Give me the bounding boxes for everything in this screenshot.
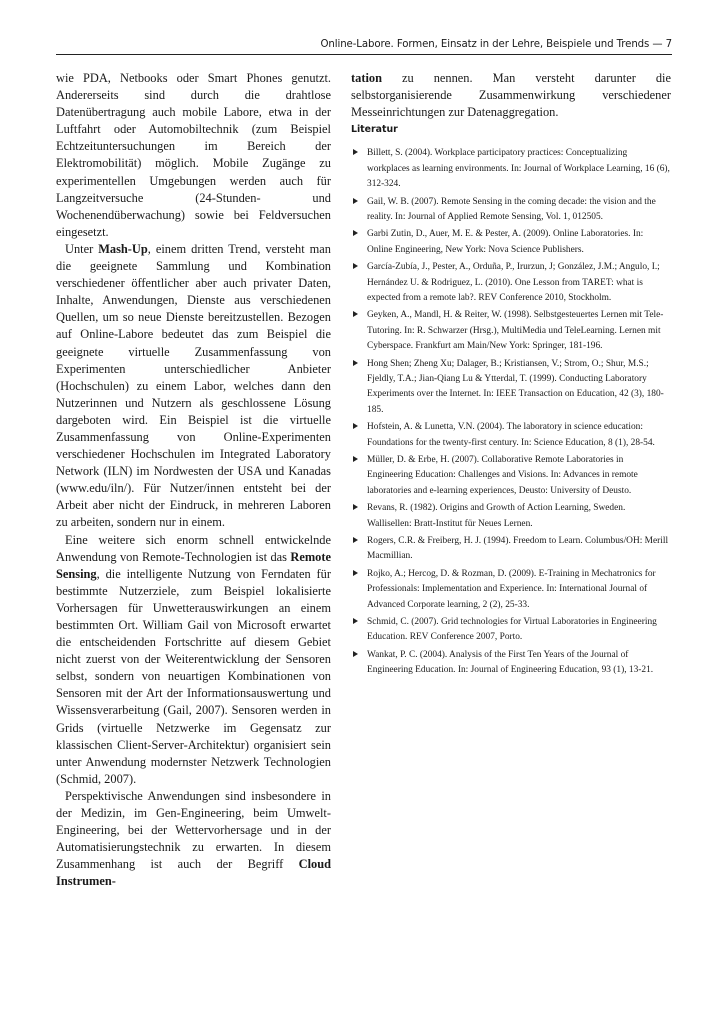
- paragraph-mash-up-lead: Unter: [65, 241, 99, 256]
- reference-item: [351, 501, 671, 532]
- reference-item: [351, 260, 671, 306]
- reference-text: Müller, D. & Erbe, H. (2007). Collaborative Remote Laboratories in Engineering Education: Challenges and Visions. In: Advances in remote laboratories and e-learning experiences, Deusto: University of Deusto.: [367, 455, 638, 496]
- reference-item: [351, 146, 671, 192]
- reference-item: [351, 308, 671, 354]
- reference-item: [351, 420, 671, 451]
- paragraph-remote-sensing-text: , die intelligente Nutzung von Ferndaten für bestimmte Nutzerziele, zum Beispiel lokalisierte Vorhersagen für Unwetterauswirkungen an einem bestimmten Ort. William Gail von Microsoft erwartet die entscheidenden Fortschritte auf diesem Gebiet nicht zuerst von der Weiterentwicklung der Sensoren selbst, sondern von neuartigen Kombinationen von Sensoren mit der Art der Informationsauswertung und Wissensverarbeitung (Gail, 2007). Sensoren werden in Grids (virtuelle Netzwerke im Gegensatz zur klassischen Client-Server-Architektur) organisiert sein unter Anwendung modernster Netzwerk Technologien (Schmid, 2007).: [56, 566, 331, 786]
- bullet-arrow-icon: [353, 423, 358, 429]
- term-tation: tation: [351, 71, 382, 85]
- reference-text: Revans, R. (1982). Origins and Growth of Action Learning, Sweden. Wallisellen: Bratt-Institut für Neues Lernen.: [367, 503, 626, 529]
- paragraph-mash-up: [56, 241, 331, 532]
- bullet-arrow-icon: [353, 651, 358, 657]
- reference-text: Wankat, P. C. (2004). Analysis of the First Ten Years of the Journal of Engineering Education. In: Journal of Engineering Education, 93 (1), 13-21.: [367, 649, 654, 676]
- paragraph-applications: [56, 788, 331, 891]
- reference-text: Hofstein, A. & Lunetta, V.N. (2004). The laboratory in science education: Foundations for the twenty-first century. In: Science Education, 8 (1), 28-54.: [367, 422, 655, 448]
- bullet-arrow-icon: [353, 311, 358, 317]
- reference-text: Garbi Zutin, D., Auer, M. E. & Pester, A. (2009). Online Laboratories. In: Online Engineering, New York: Nova Science Publishers.: [367, 229, 644, 255]
- reference-text: Rojko, A.; Hercog, D. & Rozman, D. (2009). E-Training in Mechatronics for Professionals: Implementation and Experience. In: International Journal of Advanced Corporate learning, 2 (2), 25-33.: [367, 568, 656, 610]
- running-header: [56, 38, 672, 55]
- reference-list: [351, 146, 671, 678]
- term-cloud-instrumentation: Cloud Instrumen-: [56, 857, 331, 889]
- bullet-arrow-icon: [353, 263, 358, 269]
- reference-item: [351, 534, 671, 565]
- bullet-arrow-icon: [353, 149, 358, 155]
- bullet-arrow-icon: [353, 456, 358, 462]
- reference-item: [351, 195, 671, 226]
- literature-heading: Literatur: [351, 124, 398, 136]
- left-column: [56, 70, 331, 891]
- paragraph-1: wie PDA, Netbooks oder Smart Phones genutzt. Andererseits sind durch die drahtlose Datenübertragung auch mobile Labore, etwa in der Luftfahrt oder Automobiltechnik (zum Beispiel Echtzeituntersuchungen im Bereich der Elektromobilität) möglich. Mobile Zugänge zu experimentellen Umgebungen werden auch für Langzeitversuche (24-Stunden- und Wochenendüberwachung) sowie bei Feldversuchen eingesetzt.: [56, 71, 331, 239]
- reference-item: [351, 453, 671, 499]
- term-remote-sensing: Remote Sensing: [56, 549, 331, 581]
- paragraph-mash-up-text: , einem dritten Trend, versteht man die geeignete Sammlung und Kombination verschiedener öffentlicher aber auch privater Daten, Inhalte, Anwendungen, Dienste aus verschiedenen Quellen, um so neue Dienste bereitzustellen. Bezogen auf Online-Labore bedeutet das zum Beispiel die geeignete virtuelle Zusammenfassung von Experimenten unterschiedlicher Anbieter (Hochschulen) zu einem Labor, welches dann den Nutzerinnen und Nutzern als geschlossene Lösung dargeboten wird. Ein Beispiel ist die virtuelle Zusammenfassung von Online-Experimenten verschiedener Hochschulen im Integrated Laboratory Network (ILN) im Nordwesten der USA und Kanadas (www.edu/iln/). Für Nutzer/innen entsteht bei der Arbeit aber nicht der Eindruck, in mehreren Laboren zu arbeiten, sondern nur in einem.: [56, 241, 331, 530]
- reference-item: [351, 648, 671, 679]
- reference-text: Rogers, C.R. & Freiberg, H. J. (1994). Freedom to Learn. Columbus/OH: Merill Macmillian.: [367, 536, 669, 562]
- paragraph-remote-sensing-lead: Eine weitere sich enorm schnell entwickelnde Anwendung von Remote-Technologien ist das: [56, 532, 331, 564]
- paragraph-continuation: [351, 70, 671, 121]
- bullet-arrow-icon: [353, 198, 358, 204]
- reference-text: Billett, S. (2004). Workplace participatory practices: Conceptualizing workplaces as learning environments. In: Journal of Workplace Learning, 16 (6), 312-324.: [367, 148, 670, 190]
- reference-item: [351, 567, 671, 613]
- reference-item: [351, 227, 671, 258]
- bullet-arrow-icon: [353, 618, 358, 624]
- running-title: Online-Labore. Formen, Einsatz in der Lehre, Beispiele und Trends — 7: [320, 39, 672, 50]
- reference-item: [351, 615, 671, 646]
- paragraph-applications-text: Perspektivische Anwendungen sind insbesondere in der Medizin, im Gen-Engineering, beim Umwelt-Engineering, bei der Wettervorhersage und in der Automatisierungstechnik zu erwarten. In diesem Zusammenhang ist auch der Begriff: [56, 788, 331, 872]
- reference-text: Gail, W. B. (2007). Remote Sensing in the coming decade: the vision and the reality. In: Journal of Applied Remote Sensing, Vol. 1, 012505.: [367, 196, 656, 222]
- right-column: [351, 70, 671, 681]
- bullet-arrow-icon: [353, 360, 358, 366]
- reference-item: [351, 357, 671, 419]
- reference-text: Geyken, A., Mandl, H. & Reiter, W. (1998). Selbstgesteuertes Lernen mit Tele-Tutoring. In: R. Schwarzer (Hrsg.), MultiMedia und TeleLearning. Lernen mit Cyberspace. Frankfurt am Main/New York: Springer, 181-196.: [367, 310, 664, 352]
- continuation-text: zu nennen. Man versteht darunter die selbstorganisierende Zusammenwirkung verschiedener Messeinrichtungen zur Datenaggregation.: [351, 71, 671, 120]
- bullet-arrow-icon: [353, 570, 358, 576]
- bullet-arrow-icon: [353, 537, 358, 543]
- paragraph-remote-sensing: [56, 532, 331, 788]
- bullet-arrow-icon: [353, 230, 358, 236]
- reference-text: Hong Shen; Zheng Xu; Dalager, B.; Kristiansen, V.; Strom, O.; Shur, M.S.; Fjeldly, T.A.; Jian-Qiang Lu & Ytterdal, T. (1999). Conducting Laboratory Experiments over the Internet. In: IEEE Transaction on Education, 42 (3), 180-185.: [367, 358, 664, 415]
- reference-text: García-Zubía, J., Pester, A., Orduña, P., Irurzun, J; González, J.M.; Angulo, I.; Hernández U. & Rodriguez, L. (2010). One Lesson from TARET: what is expected from a remote lab?. REV Conference 2010, Stockholm.: [367, 262, 660, 303]
- reference-text: Schmid, C. (2007). Grid technologies for Virtual Laboratories in Engineering Education. REV Conference 2007, Porto.: [367, 617, 657, 643]
- bullet-arrow-icon: [353, 504, 358, 510]
- term-mash-up: Mash-Up: [98, 241, 148, 256]
